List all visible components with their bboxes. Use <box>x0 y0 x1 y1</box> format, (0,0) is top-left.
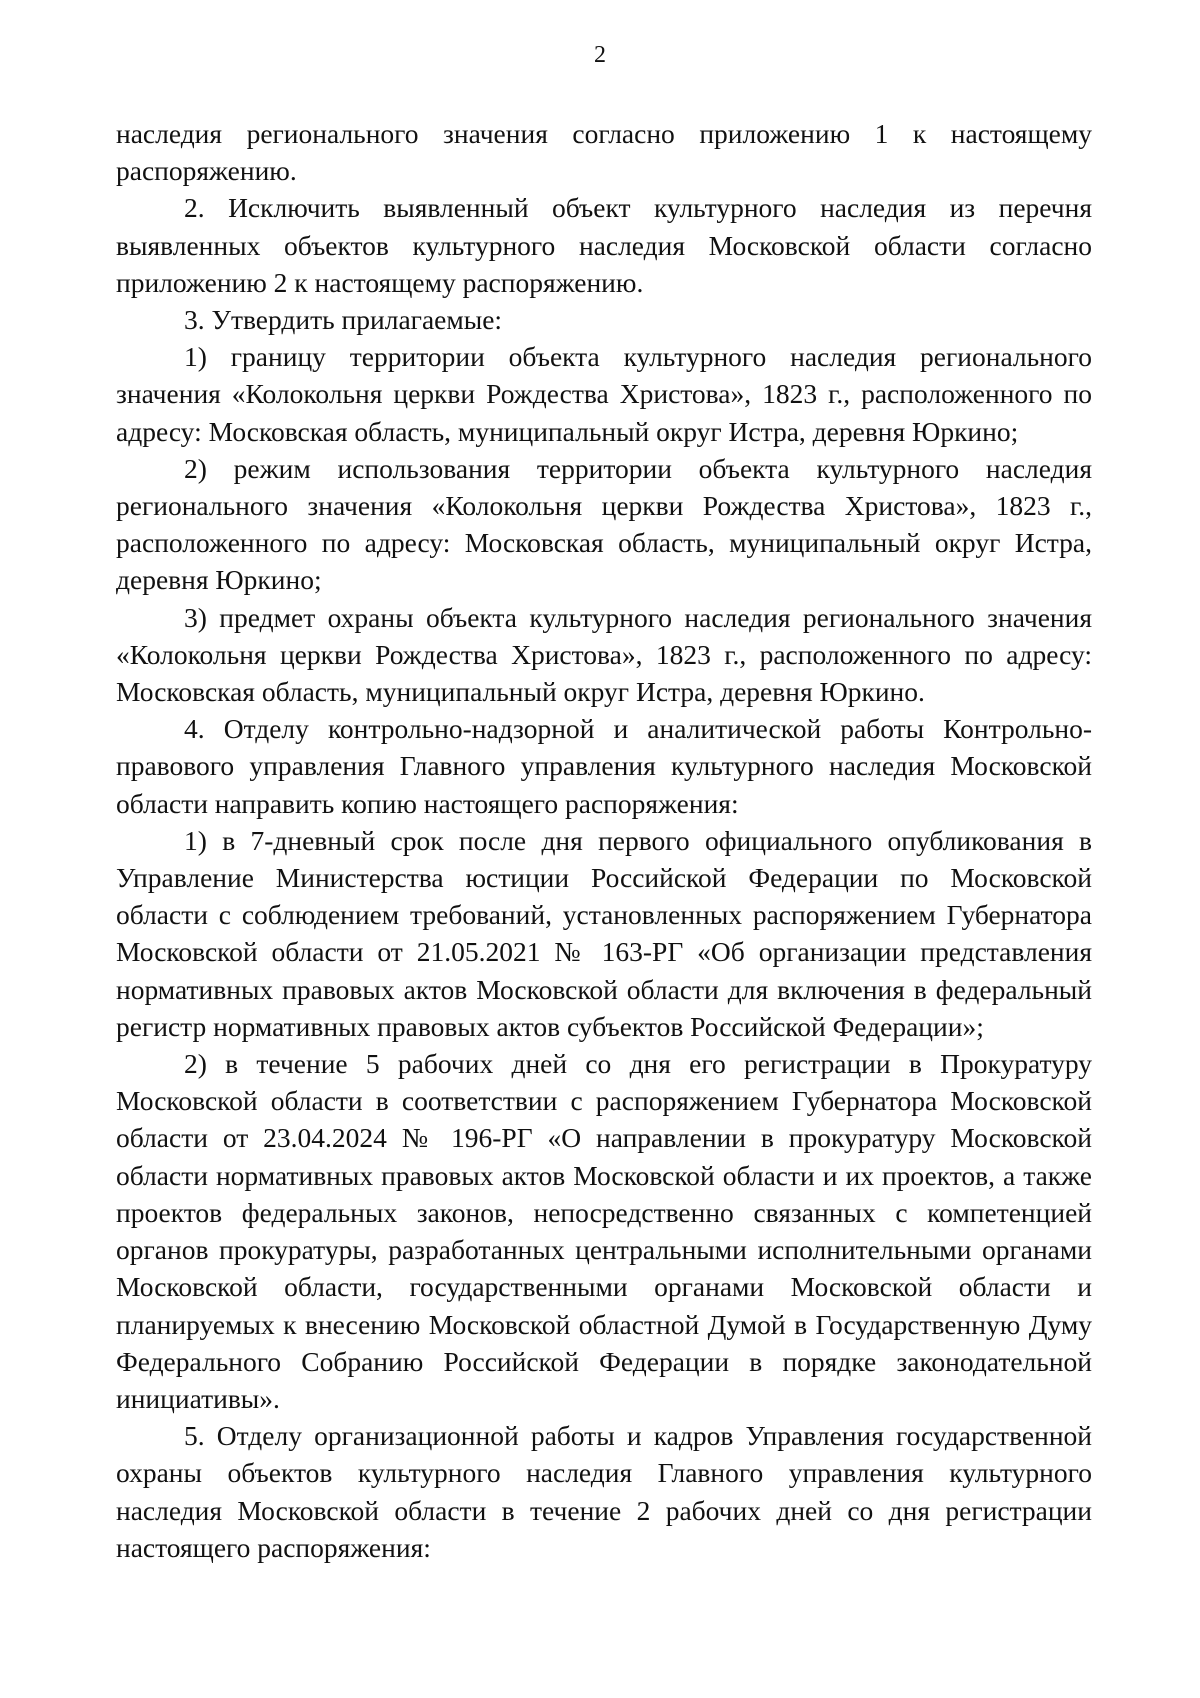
paragraph-item-3: 3. Утвердить прилагаемые: <box>184 304 503 336</box>
paragraph-item-5: 5. Отделу организационной работы и кадров Управления государственной охраны объектов культурного наследия Главного управления культурного наследия Московской области в течение 2 рабочих дней со дня регистрации настоящего распоряжения: <box>116 1420 1092 1563</box>
page-number: 2 <box>594 42 606 68</box>
paragraph-continuation: наследия регионального значения согласно приложению 1 к настоящему распоряжению. <box>116 118 1092 187</box>
document-body <box>116 115 1092 1566</box>
paragraph-item-4-2: 2) в течение 5 рабочих дней со дня его регистрации в Прокуратуру Московской области в соответствии с распоряжением Губернатора Московской области от 23.04.2024 № 196-РГ «О направлении в прокуратуру Московской области нормативных правовых актов Московской области и их проектов, а также проектов федеральных законов, непосредственно связанных с компетенцией органов прокуратуры, разработанных центральными исполнительными органами Московской области, государственными органами Московской области и планируемых к внесению Московской областной Думой в Государственную Думу Федерального Собранию Российской Федерации в порядке законодательной инициативы». <box>116 1048 1092 1414</box>
paragraph-item-4-1: 1) в 7-дневный срок после дня первого официального опубликования в Управление Министерства юстиции Российской Федерации по Московской области с соблюдением требований, установленных распоряжением Губернатора Московской области от 21.05.2021 № 163-РГ «Об организации представления нормативных правовых актов Московской области для включения в федеральный регистр нормативных правовых актов субъектов Российской Федерации»; <box>116 824 1092 1042</box>
paragraph-item-4: 4. Отделу контрольно-надзорной и аналитической работы Контрольно-правового управления Главного управления культурного наследия Московской области направить копию настоящего распоряжения: <box>116 713 1092 819</box>
paragraph-item-2: 2. Исключить выявленный объект культурного наследия из перечня выявленных объектов культурного наследия Московской области согласно приложению 2 к настоящему распоряжению. <box>116 192 1092 298</box>
paragraph-item-3-1: 1) границу территории объекта культурного наследия регионального значения «Колокольня церкви Рождества Христова», 1823 г., расположенного по адресу: Московская область, муниципальный округ Истра, деревня Юркино; <box>116 341 1092 447</box>
paragraph-item-3-2: 2) режим использования территории объекта культурного наследия регионального значения «Колокольня церкви Рождества Христова», 1823 г., расположенного по адресу: Московская область, муниципальный округ Истра, деревня Юркино; <box>116 452 1092 596</box>
paragraph-item-3-3: 3) предмет охраны объекта культурного наследия регионального значения «Колокольня церкви Рождества Христова», 1823 г., расположенного по адресу: Московская область, муниципальный округ Истра, деревня Юркино. <box>116 601 1092 708</box>
